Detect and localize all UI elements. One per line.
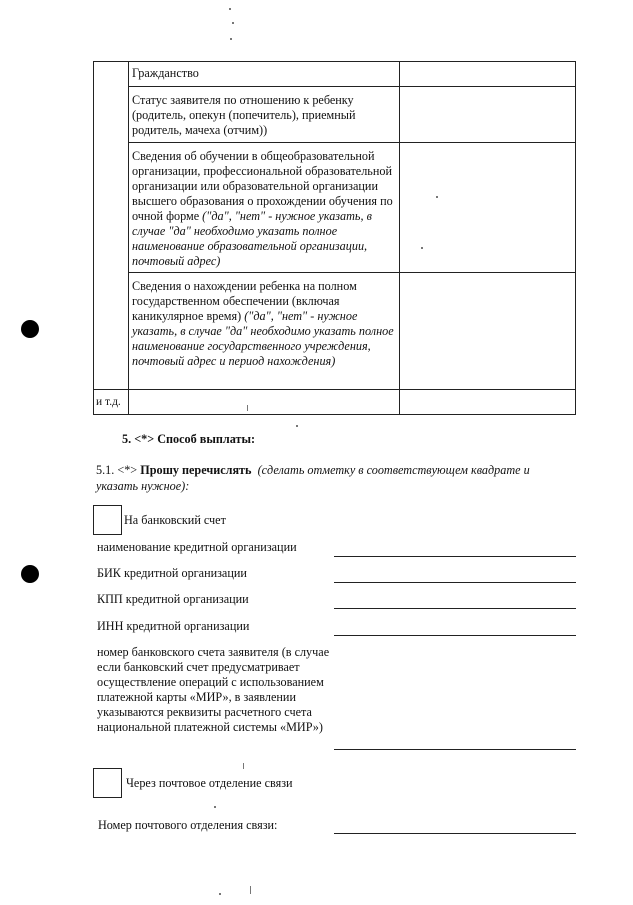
inn-field[interactable]	[334, 635, 576, 636]
table-row-applicant-status-value[interactable]	[404, 93, 570, 138]
bank-account-option-label: На банковский счет	[124, 513, 226, 527]
post-office-checkbox[interactable]	[93, 768, 122, 798]
table-row-state-support-note: ("да", "нет" - нужное указать, в случае "да" необходимо указать полное наименование государственного учреждения, почтовый адрес и период нахождения)	[132, 309, 394, 368]
table-row-applicant-status-label: Статус заявителя по отношению к ребенку (родитель, опекун (попечитель), приемный родитель, мачеха (отчим))	[132, 93, 356, 137]
bik-field[interactable]	[334, 582, 576, 583]
table-row-education-note: ("да", "нет" - нужное указать, в случае "да" необходимо указать полное наименование образовательной организации, почтовый адрес)	[132, 209, 372, 268]
payment-instruction	[96, 462, 566, 494]
table-row-etc-label: и т.д.	[96, 396, 121, 408]
section-heading: 5. <*> Способ выплаты:	[122, 432, 256, 446]
credit-org-name-field[interactable]	[334, 556, 576, 557]
post-office-option-label: Через почтовое отделение связи	[126, 776, 293, 790]
table-row-education-value[interactable]	[404, 149, 570, 267]
credit-org-name-label: наименование кредитной организации	[97, 540, 297, 554]
payment-instruction-bold: Прошу перечислять	[140, 463, 252, 477]
binding-hole-top	[21, 320, 39, 338]
account-number-field[interactable]	[334, 749, 576, 750]
table-row-state-support-label	[132, 279, 394, 369]
bik-label: БИК кредитной организации	[97, 566, 247, 580]
kpp-field[interactable]	[334, 608, 576, 609]
table-row-citizenship-label: Гражданство	[132, 66, 199, 80]
kpp-label: КПП кредитной организации	[97, 592, 249, 606]
table-row-education-text: Сведения об обучении в общеобразовательной организации, профессиональной образовательной организации или образовательной организации высшего образования о прохождении обучения по очной форме	[132, 149, 393, 223]
post-office-number-label: Номер почтового отделения связи:	[98, 818, 278, 832]
table-row-state-support-text: Сведения о нахождении ребенка на полном государственном обеспечении (включая каникулярное время)	[132, 279, 357, 323]
payment-instruction-number: 5.1. <*>	[96, 463, 141, 477]
table-row-education-label	[132, 149, 398, 269]
table-row-state-support-value[interactable]	[404, 279, 570, 384]
table-row-citizenship-value[interactable]	[404, 66, 570, 84]
payment-instruction-note: (сделать отметку в соответствующем квадрате и указать нужное):	[96, 463, 530, 493]
account-number-label: номер банковского счета заявителя (в случае если банковский счет предусматривает осуществление операций с использованием платежной карты «МИР», в заявлении указываются реквизиты расчетного счета национальной платежной системы «МИР»)	[97, 645, 330, 734]
binding-hole-bottom	[21, 565, 39, 583]
post-office-number-field[interactable]	[334, 833, 576, 834]
inn-label: ИНН кредитной организации	[97, 619, 250, 633]
bank-account-checkbox[interactable]	[93, 505, 122, 535]
